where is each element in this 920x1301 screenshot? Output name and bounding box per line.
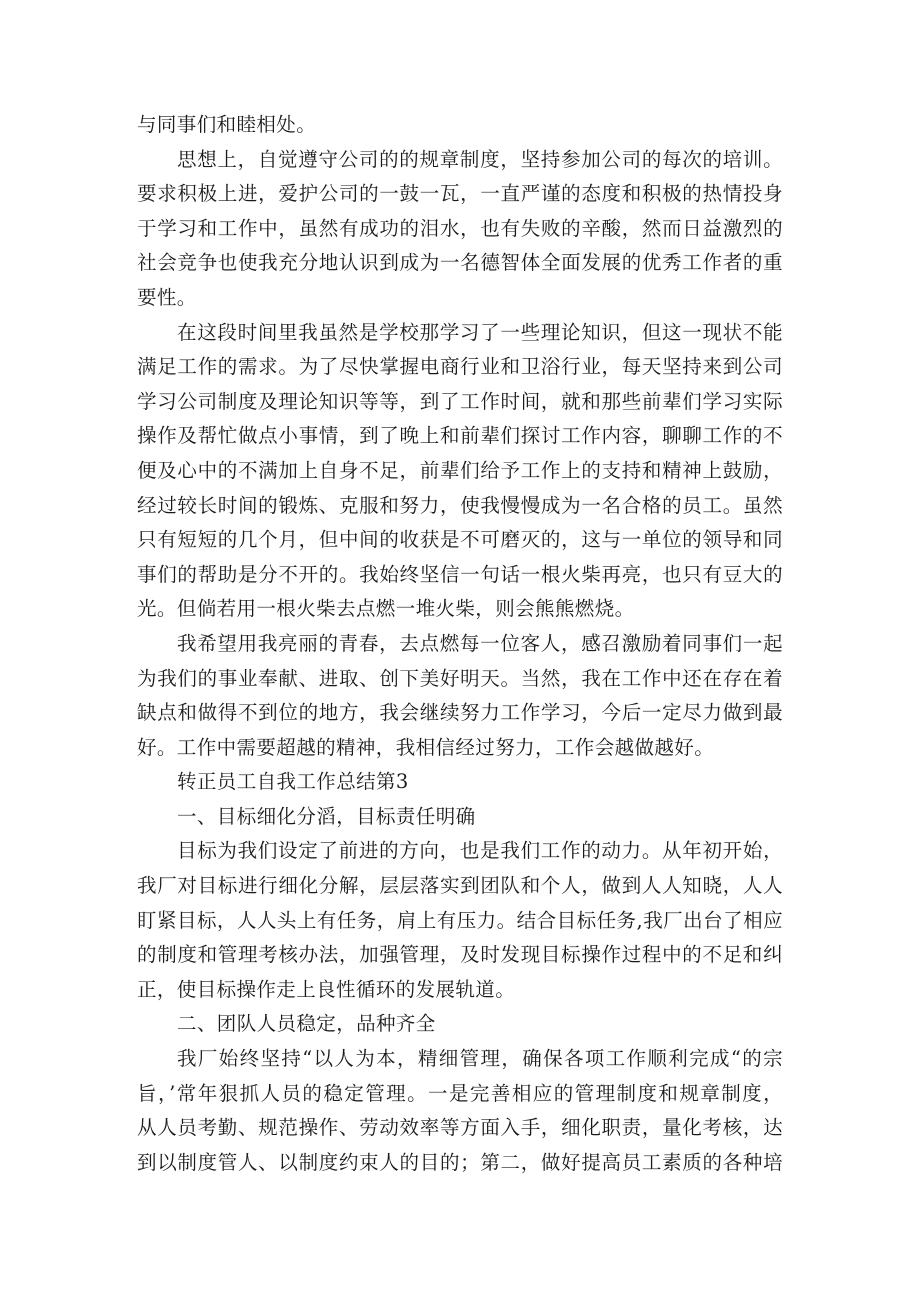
text-line: 的制度和管理考核办法，加强管理，及时发现目标操作过程中的不足和纠 [137, 943, 783, 967]
text-line: 我厂始终坚持“以人为本，精细管理，确保各项工作顺利完成“的宗 [177, 1047, 783, 1071]
text-line: 为我们的事业奉献、进取、创下美好明天。当然，我在工作中还在存在着 [137, 666, 783, 690]
text-line: 满足工作的需求。为了尽快掌握电商行业和卫浴行业，每天坚持来到公司 [137, 355, 783, 379]
text-line: 正，使目标操作走上良性循环的发展轨道。 [137, 977, 516, 1001]
text-line: 到以制度管人、以制度约束人的目的；第二，做好提高员工素质的各种培 [137, 1150, 783, 1174]
text-line: 操作及帮忙做点小事情，到了晚上和前辈们探讨工作内容，聊聊工作的不 [137, 424, 783, 448]
text-line: 事们的帮助是分不开的。我始终坚信一句话一根火柴再亮，也只有豆大的 [137, 562, 783, 586]
text-line: 于学习和工作中，虽然有成功的泪水，也有失败的辛酸，然而日益激烈的 [137, 216, 783, 240]
section-heading: 转正员工自我工作总结第3 [177, 770, 409, 794]
text-line: 我厂对目标进行细化分解，层层落实到团队和个人，做到人人知晓，人人 [137, 874, 783, 898]
text-line: 光。但倘若用一根火柴去点燃一堆火柴，则会熊熊燃烧。 [137, 597, 635, 621]
text-line: 在这段时间里我虽然是学校那学习了一些理论知识，但这一现状不能 [177, 320, 783, 344]
text-line: 缺点和做得不到位的地方，我会继续努力工作学习，今后一定尽力做到最 [137, 701, 783, 725]
text-line: 旨，’常年狠抓人员的稳定管理。一是完善相应的管理制度和规章制度， [137, 1081, 783, 1105]
text-line: 从人员考勤、规范操作、劳动效率等方面入手，细化职责，量化考核，达 [137, 1116, 783, 1140]
text-line: 盯紧目标，人人头上有任务，肩上有压力。结合目标任务,我厂出台了相应 [137, 908, 783, 932]
text-line: 经过较长时间的锻炼、克服和努力，使我慢慢成为一名合格的员工。虽然 [137, 493, 783, 517]
text-line: 便及心中的不满加上自身不足，前辈们给予工作上的支持和精神上鼓励， [137, 458, 783, 482]
text-line: 学习公司制度及理论知识等等，到了工作时间，就和那些前辈们学习实际 [137, 389, 783, 413]
section-heading: 二、团队人员稳定，品种齐全 [177, 1012, 436, 1036]
text-line: 思想上，自觉遵守公司的的规章制度，坚持参加公司的每次的培训。 [177, 147, 783, 171]
text-line: 社会竞争也使我充分地认识到成为一名德智体全面发展的优秀工作者的重 [137, 251, 783, 275]
text-line: 与同事们和睦相处。 [137, 113, 317, 136]
text-line: 只有短短的几个月，但中间的收获是不可磨灭的，这与一单位的领导和同 [137, 528, 783, 552]
text-line: 要求积极上进，爱护公司的一鼓一瓦，一直严谨的态度和积极的热情投身 [137, 182, 783, 206]
text-line: 目标为我们设定了前进的方向，也是我们工作的动力。从年初开始， [177, 839, 783, 863]
document-page [137, 108, 783, 1180]
text-line: 好。工作中需要超越的精神，我相信经过努力，工作会越做越好。 [137, 735, 715, 759]
text-line: 我希望用我亮丽的青春，去点燃每一位客人，感召激励着同事们一起 [177, 631, 783, 655]
section-heading: 一、目标细化分滔，目标责任明确 [177, 804, 476, 828]
text-line: 要性。 [137, 285, 197, 309]
